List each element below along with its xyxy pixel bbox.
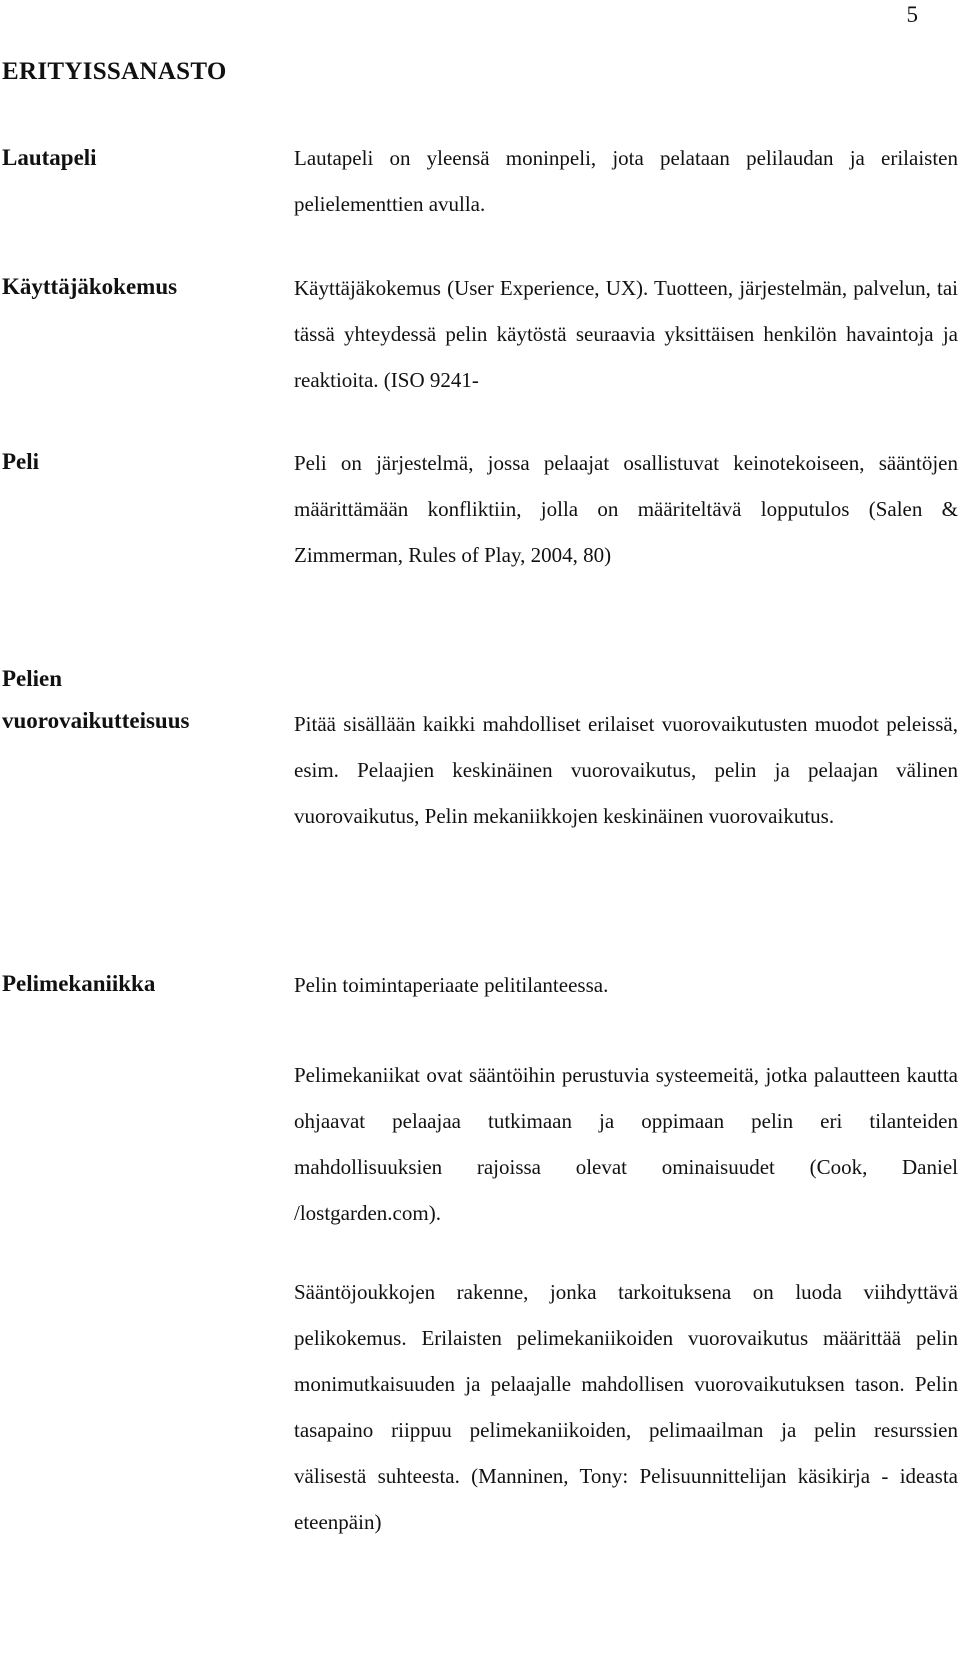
definition-paragraph: Pitää sisällään kaikki mahdolliset erilaiset vuorovaikutusten muodot peleissä, esim. Pelaajien keskinäinen vuorovaikutus, pelin ja pelaajan välinen vuorovaikutus, Pelin mekaniikkojen keskinäinen vuorovaikutus. <box>294 712 958 828</box>
definition-paragraph: Sääntöjoukkojen rakenne, jonka tarkoituksena on luoda viihdyttävä pelikokemus. Erilaisten pelimekaniikoiden vuorovaikutus määrittää pelin monimutkaisuuden ja pelaajalle mahdollisen vuorovaikutuksen tason. Pelin tasapaino riippuu pelimekaniikoiden, pelimaailman ja pelin resurssien välisestä suhteesta. (Manninen, Tony: Pelisuunnittelijan käsikirja - ideasta eteenpäin) <box>294 1280 958 1534</box>
definition-pelimekaniikka-3 <box>294 1269 958 1545</box>
page-number: 5 <box>906 2 918 27</box>
term-line: vuorovaikutteisuus <box>2 708 190 733</box>
definition-paragraph: Pelimekaniikat ovat sääntöihin perustuvia systeemeitä, jotka palautteen kautta ohjaavat pelaajaa tutkimaan ja oppimaan pelin eri tilanteiden mahdollisuuksien rajoissa olevat ominaisuudet (Cook, Daniel /lostgarden.com). <box>294 1063 958 1225</box>
definition-paragraph: Lautapeli on yleensä moninpeli, jota pelataan pelilaudan ja erilaisten pelielementtien avulla. <box>294 146 958 216</box>
definition-kayttajakokemus <box>294 265 958 403</box>
definition-paragraph: Käyttäjäkokemus (User Experience, UX). Tuotteen, järjestelmän, palvelun, tai tässä yhteydessä pelin käytöstä seuraavia yksittäisen henkilön havaintoja ja reaktioita. (ISO 9241- <box>294 276 958 392</box>
term-pelien-vuorovaikutteisuus <box>2 658 189 742</box>
definition-lautapeli <box>294 135 958 227</box>
definition-peli <box>294 440 958 578</box>
page-heading: ERITYISSANASTO <box>2 58 227 85</box>
definition-paragraph: Peli on järjestelmä, jossa pelaajat osallistuvat keinotekoiseen, sääntöjen määrittämään konfliktiin, jolla on määriteltävä lopputulos (Salen & Zimmerman, Rules of Play, 2004, 80) <box>294 451 958 567</box>
definition-paragraph: Pelin toimintaperiaate pelitilanteessa. <box>294 973 609 997</box>
term-line: Pelien <box>2 666 63 691</box>
term-kayttajakokemus: Käyttäjäkokemus <box>2 274 178 299</box>
term-peli: Peli <box>2 449 40 474</box>
term-pelimekaniikka: Pelimekaniikka <box>2 971 156 996</box>
definition-pelimekaniikka-2 <box>294 1052 958 1236</box>
definition-pelien-vuorovaikutteisuus <box>294 701 958 839</box>
term-lautapeli: Lautapeli <box>2 145 97 170</box>
definition-pelimekaniikka <box>294 962 958 1008</box>
